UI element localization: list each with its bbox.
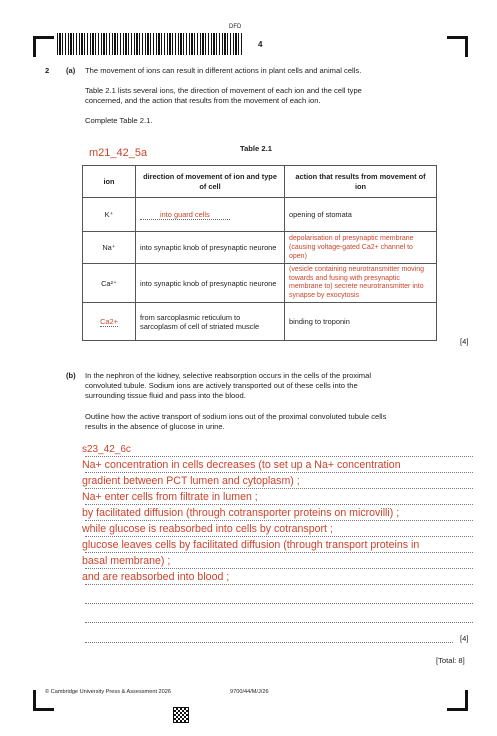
answer-rule — [85, 603, 473, 604]
table-description-2: concerned, and the action that results from the movement of each ion. — [85, 96, 321, 105]
marks-b: [4] — [460, 634, 469, 643]
answer-rule — [85, 504, 473, 505]
header-code: DFD — [229, 24, 242, 30]
answer-line: basal membrane) ; — [82, 555, 171, 567]
action-cell: (vesicle containing neurotransmitter moving towards and fusing with presynaptic membrane to) secrete neurotransmitter into synapse by exocytosis — [285, 264, 437, 303]
table-row — [83, 264, 437, 303]
answer-rule — [85, 488, 473, 489]
action-cell: binding to troponin — [285, 303, 437, 341]
marks-a: [4] — [460, 337, 469, 346]
corner-mark-top-left — [33, 36, 54, 57]
direction-cell: into synaptic knob of presynaptic neurone — [136, 264, 285, 303]
answer-rule — [85, 622, 473, 623]
answer-rule — [85, 584, 473, 585]
answer-line: and are reabsorbed into blood ; — [82, 571, 230, 583]
ion-table — [82, 165, 437, 341]
action-cell: opening of stomata — [285, 198, 437, 232]
outline-text-1: Outline how the active transport of sodium ions out of the proximal convoluted tubule cells — [85, 412, 387, 421]
corner-mark-top-right — [447, 36, 468, 57]
part-a-intro: The movement of ions can result in different actions in plant cells and animal cells. — [85, 66, 362, 75]
answer-line: Na+ enter cells from filtrate in lumen ; — [82, 491, 258, 503]
answer-rule — [85, 520, 473, 521]
answer-rule — [85, 568, 473, 569]
corner-mark-bottom-right — [447, 690, 468, 711]
paper-code: 9700/44/M/J/26 — [230, 689, 269, 695]
answer-rule — [85, 536, 473, 537]
outline-text-2: results in the absence of glucose in urine. — [85, 422, 225, 431]
qr-code — [173, 707, 189, 723]
answer-line: glucose leaves cells by facilitated diffusion (through transport proteins in — [82, 539, 420, 551]
ref-code-b: s23_42_6c — [82, 444, 131, 455]
table-title: Table 2.1 — [240, 144, 272, 153]
answer-line: Na+ concentration in cells decreases (to set up a Na+ concentration — [82, 459, 401, 471]
action-cell: depolarisation of presynaptic membrane (causing voltage-gated Ca2+ channel to open) — [285, 232, 437, 264]
table-header-action: action that results from movement of ion — [285, 166, 437, 198]
part-b-text-2: convoluted tubule. Sodium ions are actively transported out of these cells into the — [85, 381, 358, 390]
table-header-direction: direction of movement of ion and type of cell — [136, 166, 285, 198]
table-row — [83, 303, 437, 341]
part-b-text-1: In the nephron of the kidney, selective reabsorption occurs in the cells of the proximal — [85, 371, 372, 380]
part-a-label: (a) — [66, 66, 76, 75]
direction-cell: into guard cells — [136, 198, 285, 232]
answer-rule — [85, 456, 473, 457]
part-b-text-3: surrounding tissue fluid and pass into the blood. — [85, 391, 246, 400]
ion-cell: Na⁺ — [83, 232, 136, 264]
instruction: Complete Table 2.1. — [85, 116, 153, 125]
answer-rule — [85, 642, 453, 643]
table-row — [83, 232, 437, 264]
total-marks: [Total: 8] — [436, 656, 465, 665]
ion-cell: K⁺ — [83, 198, 136, 232]
ref-code-a: m21_42_5a — [89, 147, 148, 159]
direction-cell: from sarcoplasmic reticulum to sarcoplasm of cell of striated muscle — [136, 303, 285, 341]
answer-rule — [85, 472, 473, 473]
page-number: 4 — [258, 40, 263, 49]
table-header-ion: ion — [83, 166, 136, 198]
question-number: 2 — [45, 66, 50, 75]
answer-rule — [85, 552, 473, 553]
table-row — [83, 198, 437, 232]
direction-cell: into synaptic knob of presynaptic neurone — [136, 232, 285, 264]
part-b-label: (b) — [66, 371, 76, 380]
answer-line: while glucose is reabsorbed into cells by cotransport ; — [82, 523, 333, 535]
table-description-1: Table 2.1 lists several ions, the direction of movement of each ion and the cell type — [85, 86, 362, 95]
ion-cell: Ca²⁺ — [83, 264, 136, 303]
answer-line: by facilitated diffusion (through cotransporter proteins on microvilli) ; — [82, 507, 400, 519]
barcode — [57, 33, 243, 55]
ion-cell: Ca2+ — [83, 303, 136, 341]
copyright: © Cambridge University Press & Assessment 2026 — [45, 689, 171, 695]
answer-line: gradient between PCT lumen and cytoplasm) ; — [82, 475, 300, 487]
